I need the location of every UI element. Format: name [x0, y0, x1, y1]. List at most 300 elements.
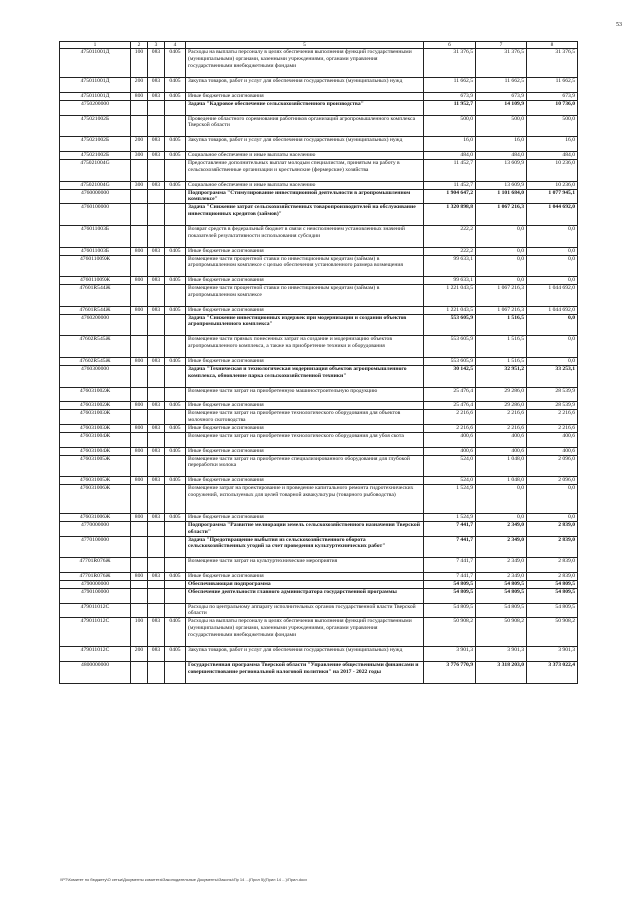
- cell-c2: [131, 387, 148, 402]
- table-row: [60, 588, 578, 603]
- cell-code: 476031004Ж: [60, 447, 131, 455]
- table-row: [60, 558, 578, 573]
- cell-v6: 30 142,5: [424, 366, 476, 388]
- cell-v6: 400,6: [424, 433, 476, 448]
- cell-c4: [165, 115, 186, 137]
- cell-desc: Возмещение части затрат на культуртехнические мероприятия: [186, 558, 424, 573]
- cell-v8: 10 236,0: [527, 181, 578, 189]
- cell-code: 4790100000: [60, 588, 131, 603]
- cell-code: 47602R545Ж: [60, 358, 131, 366]
- cell-desc: Возмещение части затрат на приобретение технологического оборудования для объектов молочного скотоводства: [186, 410, 424, 425]
- cell-c2: [131, 455, 148, 477]
- table-row: [60, 181, 578, 189]
- cell-c2: [131, 204, 148, 226]
- table-row: [60, 477, 578, 485]
- cell-desc: Закупка товаров, работ и услуг для обеспечения государственных (муниципальных) нужд: [186, 78, 424, 93]
- cell-c2: [131, 226, 148, 248]
- cell-v6: 11 952,7: [424, 100, 476, 115]
- cell-v6: 553 605,9: [424, 336, 476, 358]
- cell-desc: Социальное обеспечение и иные выплаты населению: [186, 181, 424, 189]
- cell-v6: 400,6: [424, 447, 476, 455]
- cell-v6: 7 441,7: [424, 521, 476, 536]
- cell-c3: 083: [148, 92, 165, 100]
- cell-code: 475021002Б: [60, 152, 131, 160]
- cell-code: 479011012С: [60, 618, 131, 647]
- cell-c2: [131, 521, 148, 536]
- cell-v8: 3 901,3: [527, 647, 578, 662]
- cell-code: 4760000000: [60, 189, 131, 204]
- col-header: 3: [148, 42, 165, 49]
- cell-v7: 2 349,0: [476, 573, 527, 581]
- cell-v6: 31 376,5: [424, 49, 476, 78]
- cell-v6: 524,0: [424, 455, 476, 477]
- cell-v7: 1 516,5: [476, 336, 527, 358]
- cell-c3: 083: [148, 618, 165, 647]
- cell-v7: 54 809,5: [476, 580, 527, 588]
- cell-v7: 1 067 216,3: [476, 285, 527, 307]
- cell-c4: 0405: [165, 181, 186, 189]
- cell-code: 476031005Ж: [60, 477, 131, 485]
- cell-desc: Возмещение затрат на проектирование и проведение капитального ремонта гидротехнических сооружений, используемых для целей товарной аквакультуры (товарного рыбоводства): [186, 485, 424, 514]
- cell-c2: 300: [131, 152, 148, 160]
- cell-c4: [165, 159, 186, 181]
- cell-v6: 524,0: [424, 477, 476, 485]
- cell-v7: 54 809,5: [476, 603, 527, 618]
- cell-code: 4750200000: [60, 100, 131, 115]
- cell-c2: 800: [131, 92, 148, 100]
- cell-v7: 3 901,3: [476, 647, 527, 662]
- cell-v6: 11 452,7: [424, 159, 476, 181]
- cell-c2: [131, 580, 148, 588]
- cell-c3: [148, 410, 165, 425]
- cell-c4: [165, 588, 186, 603]
- table-row: [60, 226, 578, 248]
- cell-v7: 484,0: [476, 152, 527, 160]
- cell-c4: [165, 661, 186, 683]
- cell-code: 475011001Д: [60, 49, 131, 78]
- cell-c4: 0405: [165, 513, 186, 521]
- cell-v7: 32 951,2: [476, 366, 527, 388]
- cell-code: 476031006Ж: [60, 513, 131, 521]
- col-header: 4: [165, 42, 186, 49]
- cell-c2: [131, 536, 148, 558]
- cell-v8: 400,6: [527, 433, 578, 448]
- cell-c4: [165, 433, 186, 448]
- cell-v8: 500,0: [527, 115, 578, 137]
- cell-v8: 54 809,5: [527, 588, 578, 603]
- table-row: [60, 189, 578, 204]
- cell-c4: [165, 580, 186, 588]
- cell-c2: 800: [131, 513, 148, 521]
- cell-c3: [148, 336, 165, 358]
- cell-v8: 54 809,5: [527, 603, 578, 618]
- cell-c2: 800: [131, 358, 148, 366]
- cell-c3: [148, 204, 165, 226]
- cell-c3: [148, 580, 165, 588]
- cell-v7: 2 349,0: [476, 521, 527, 536]
- cell-v8: 2 839,0: [527, 536, 578, 558]
- col-header: 1: [60, 42, 131, 49]
- cell-c3: [148, 159, 165, 181]
- cell-v8: 0,0: [527, 485, 578, 514]
- cell-desc: Иные бюджетные ассигнования: [186, 402, 424, 410]
- cell-c3: [148, 455, 165, 477]
- cell-c4: 0405: [165, 477, 186, 485]
- cell-c3: [148, 100, 165, 115]
- cell-c2: 200: [131, 78, 148, 93]
- table-row: [60, 573, 578, 581]
- cell-code: 47602R545Ж: [60, 336, 131, 358]
- cell-v7: 1 048,0: [476, 477, 527, 485]
- cell-desc: Иные бюджетные ассигнования: [186, 513, 424, 521]
- cell-desc: Задача "Снижение инвестиционных издержек при модернизации и создании объектов агропромышленного комплекса": [186, 314, 424, 336]
- cell-desc: Подпрограмма "Развитие мелиорации земель сельскохозяйственного назначения Тверской области": [186, 521, 424, 536]
- cell-c4: [165, 536, 186, 558]
- cell-v8: 1 044 692,0: [527, 204, 578, 226]
- cell-v8: 400,6: [527, 447, 578, 455]
- cell-v6: 553 605,9: [424, 358, 476, 366]
- cell-desc: Иные бюджетные ассигнования: [186, 306, 424, 314]
- cell-c3: 083: [148, 447, 165, 455]
- cell-desc: Государственная программа Тверской области "Управление общественными финансами и совершенствование региональной налоговой политики" на 2017 - 2022 годы: [186, 661, 424, 683]
- cell-c4: [165, 521, 186, 536]
- cell-v6: 553 605,9: [424, 314, 476, 336]
- cell-desc: Иные бюджетные ассигнования: [186, 447, 424, 455]
- cell-v7: 29 286,0: [476, 387, 527, 402]
- cell-desc: Иные бюджетные ассигнования: [186, 358, 424, 366]
- cell-c4: 0405: [165, 277, 186, 285]
- cell-v8: 0,0: [527, 314, 578, 336]
- cell-v7: 1 067 216,3: [476, 306, 527, 314]
- cell-code: 476011003Б: [60, 226, 131, 248]
- cell-desc: Возврат средств в федеральный бюджет в связи с неисполнением установленных значений показателей результативности использования субсидии: [186, 226, 424, 248]
- cell-c2: [131, 410, 148, 425]
- cell-c4: 0405: [165, 137, 186, 152]
- cell-desc: Задача "Техническая и технологическая модернизация объектов агропромышленного комплекса, обновление парка сельскохозяйственной техники": [186, 366, 424, 388]
- cell-v8: 0,0: [527, 226, 578, 248]
- cell-v8: 28 539,9: [527, 402, 578, 410]
- cell-code: 475021004G: [60, 159, 131, 181]
- cell-c3: 083: [148, 425, 165, 433]
- cell-c4: [165, 255, 186, 277]
- cell-v7: 500,0: [476, 115, 527, 137]
- cell-v6: 25 476,4: [424, 402, 476, 410]
- cell-c2: [131, 433, 148, 448]
- cell-v7: 1 048,0: [476, 455, 527, 477]
- cell-c2: [131, 558, 148, 573]
- cell-code: 475011001Д: [60, 92, 131, 100]
- cell-desc: Возмещение части затрат на приобретение специализированного оборудования для глубокой переработки молока: [186, 455, 424, 477]
- table-row: [60, 159, 578, 181]
- cell-c3: 083: [148, 181, 165, 189]
- cell-code: 4760100000: [60, 204, 131, 226]
- cell-c2: 300: [131, 181, 148, 189]
- cell-c3: 083: [148, 477, 165, 485]
- cell-code: 476011009Ж: [60, 255, 131, 277]
- cell-desc: Предоставление дополнительных выплат молодым специалистам, принятым на работу в сельскохозяйственные организации и крестьянские (фермерские) хозяйства: [186, 159, 424, 181]
- cell-v8: 16,0: [527, 137, 578, 152]
- cell-c2: [131, 100, 148, 115]
- cell-c4: [165, 558, 186, 573]
- cell-code: 476031004Ж: [60, 433, 131, 448]
- cell-desc: Задача "Кадровое обеспечение сельскохозяйственного производства": [186, 100, 424, 115]
- cell-v8: 673,9: [527, 92, 578, 100]
- cell-code: 476011003Б: [60, 247, 131, 255]
- cell-v8: 2 839,0: [527, 521, 578, 536]
- cell-v7: 0,0: [476, 513, 527, 521]
- cell-c2: 100: [131, 49, 148, 78]
- cell-desc: Закупка товаров, работ и услуг для обеспечения государственных (муниципальных) нужд: [186, 137, 424, 152]
- cell-c4: 0405: [165, 618, 186, 647]
- cell-c4: 0405: [165, 152, 186, 160]
- table-row: [60, 100, 578, 115]
- cell-desc: Возмещение части прямых понесенных затрат на создание и модернизацию объектов агропромышленного комплекса, а также на приобретение техники и оборудования: [186, 336, 424, 358]
- cell-code: 47601R544Ж: [60, 306, 131, 314]
- table-row: [60, 277, 578, 285]
- cell-desc: Возмещение части процентной ставки по инвестиционным кредитам (займам) в агропромышленном комплексе: [186, 285, 424, 307]
- cell-desc: Задача "Предотвращение выбытия из сельскохозяйственного оборота сельскохозяйственных угодий за счет проведения культуртехнических работ": [186, 536, 424, 558]
- cell-v7: 16,0: [476, 137, 527, 152]
- cell-v8: 0,0: [527, 513, 578, 521]
- table-body: [60, 49, 578, 683]
- table-row: [60, 661, 578, 683]
- table-row: [60, 402, 578, 410]
- cell-c3: [148, 603, 165, 618]
- cell-c3: [148, 387, 165, 402]
- cell-c4: 0405: [165, 78, 186, 93]
- cell-v6: 25 476,4: [424, 387, 476, 402]
- cell-v7: 13 609,9: [476, 181, 527, 189]
- cell-v8: 0,0: [527, 247, 578, 255]
- cell-c3: 083: [148, 247, 165, 255]
- cell-v7: 54 809,5: [476, 588, 527, 603]
- cell-c3: 083: [148, 358, 165, 366]
- cell-c2: [131, 366, 148, 388]
- cell-c2: 200: [131, 137, 148, 152]
- cell-code: 47701R076Ж: [60, 573, 131, 581]
- cell-c2: 800: [131, 477, 148, 485]
- cell-c3: [148, 285, 165, 307]
- table-row: [60, 387, 578, 402]
- cell-code: 476031005Ж: [60, 455, 131, 477]
- table-row: [60, 618, 578, 647]
- header-row: [60, 42, 578, 49]
- table-row: [60, 49, 578, 78]
- table-row: [60, 247, 578, 255]
- cell-v6: 99 633,1: [424, 255, 476, 277]
- cell-desc: Расходы по центральному аппарату исполнительных органов государственной власти Тверской области: [186, 603, 424, 618]
- cell-v8: 0,0: [527, 336, 578, 358]
- table-row: [60, 366, 578, 388]
- table-row: [60, 433, 578, 448]
- cell-c3: 083: [148, 306, 165, 314]
- cell-v6: 1 221 043,5: [424, 285, 476, 307]
- cell-v6: 2 216,6: [424, 410, 476, 425]
- table-row: [60, 425, 578, 433]
- cell-code: 475021002Б: [60, 115, 131, 137]
- cell-code: 476031002Ж: [60, 402, 131, 410]
- cell-desc: Иные бюджетные ассигнования: [186, 92, 424, 100]
- cell-v6: 54 809,5: [424, 588, 476, 603]
- cell-code: 475011001Д: [60, 78, 131, 93]
- cell-c2: 800: [131, 447, 148, 455]
- cell-v6: 7 441,7: [424, 536, 476, 558]
- cell-code: 475021004G: [60, 181, 131, 189]
- budget-table: [59, 41, 578, 684]
- table-row: [60, 285, 578, 307]
- cell-c3: [148, 536, 165, 558]
- cell-c2: 800: [131, 425, 148, 433]
- cell-c2: [131, 603, 148, 618]
- cell-v8: 31 376,5: [527, 49, 578, 78]
- cell-v7: 2 216,6: [476, 410, 527, 425]
- cell-c3: [148, 433, 165, 448]
- cell-c4: 0405: [165, 573, 186, 581]
- cell-c2: [131, 255, 148, 277]
- cell-v7: 0,0: [476, 277, 527, 285]
- cell-v6: 11 452,7: [424, 181, 476, 189]
- cell-c2: 800: [131, 277, 148, 285]
- cell-v7: 1 067 216,3: [476, 204, 527, 226]
- cell-code: 476031002Ж: [60, 387, 131, 402]
- cell-v8: 2 216,6: [527, 425, 578, 433]
- cell-c2: [131, 588, 148, 603]
- cell-c4: 0405: [165, 358, 186, 366]
- cell-c4: 0405: [165, 49, 186, 78]
- page-number: 53: [616, 22, 622, 28]
- cell-c2: [131, 661, 148, 683]
- cell-c4: 0405: [165, 92, 186, 100]
- cell-c3: [148, 366, 165, 388]
- cell-c4: 0405: [165, 402, 186, 410]
- cell-c3: 083: [148, 137, 165, 152]
- cell-c2: 800: [131, 306, 148, 314]
- cell-v8: 1 044 692,0: [527, 306, 578, 314]
- cell-v6: 54 809,5: [424, 603, 476, 618]
- cell-v8: 1 077 945,1: [527, 189, 578, 204]
- table-row: [60, 115, 578, 137]
- table-row: [60, 521, 578, 536]
- cell-v6: 500,0: [424, 115, 476, 137]
- cell-c3: 083: [148, 647, 165, 662]
- cell-v8: 11 662,5: [527, 78, 578, 93]
- cell-c4: [165, 410, 186, 425]
- cell-c3: [148, 314, 165, 336]
- cell-c2: 800: [131, 573, 148, 581]
- cell-desc: Закупка товаров, работ и услуг для обеспечения государственных (муниципальных) нужд: [186, 647, 424, 662]
- cell-v6: 1 904 647,2: [424, 189, 476, 204]
- footer-path: \\PT\Комитет по бюджету\О сетьи\Документы комитета\Законодательные Документы\Законы\Пр 14 ...(Прил 5)(Прил 14 ...)\Прил.docx: [60, 877, 308, 882]
- cell-c3: [148, 558, 165, 573]
- cell-v7: 1 516,5: [476, 314, 527, 336]
- col-header: 8: [527, 42, 578, 49]
- table-row: [60, 580, 578, 588]
- cell-c4: [165, 285, 186, 307]
- cell-v8: 2 096,0: [527, 455, 578, 477]
- cell-v7: 0,0: [476, 226, 527, 248]
- cell-c3: [148, 189, 165, 204]
- table-row: [60, 255, 578, 277]
- table-row: [60, 336, 578, 358]
- cell-c4: [165, 336, 186, 358]
- cell-desc: Иные бюджетные ассигнования: [186, 573, 424, 581]
- cell-c3: 083: [148, 277, 165, 285]
- cell-v6: 1 320 898,8: [424, 204, 476, 226]
- cell-v6: 1 524,9: [424, 485, 476, 514]
- cell-desc: Расходы на выплаты персоналу в целях обеспечения выполнения функций государственными (муниципальными) органами, казенными учреждениями, органами управления государственными внебюджетными фондами: [186, 49, 424, 78]
- cell-desc: Иные бюджетные ассигнования: [186, 425, 424, 433]
- cell-code: 476031006Ж: [60, 485, 131, 514]
- cell-desc: Возмещение части процентной ставки по инвестиционным кредитам (займам) в агропромышленном комплексе с целью обеспечения установленного размера возмещения: [186, 255, 424, 277]
- cell-v8: 2 839,0: [527, 558, 578, 573]
- cell-c2: [131, 485, 148, 514]
- cell-v7: 50 908,2: [476, 618, 527, 647]
- cell-v7: 0,0: [476, 247, 527, 255]
- cell-v8: 2 839,0: [527, 573, 578, 581]
- cell-v8: 10 736,0: [527, 100, 578, 115]
- cell-v7: 1 101 684,0: [476, 189, 527, 204]
- cell-code: 4770100000: [60, 536, 131, 558]
- cell-c4: [165, 603, 186, 618]
- cell-v6: 11 662,5: [424, 78, 476, 93]
- cell-code: 4760200000: [60, 314, 131, 336]
- cell-code: 4800000000: [60, 661, 131, 683]
- cell-v6: 54 809,5: [424, 580, 476, 588]
- cell-v6: 7 441,7: [424, 573, 476, 581]
- cell-v7: 1 516,5: [476, 358, 527, 366]
- cell-c4: [165, 226, 186, 248]
- cell-code: 476031003Ж: [60, 425, 131, 433]
- cell-v6: 484,0: [424, 152, 476, 160]
- cell-v7: 31 376,5: [476, 49, 527, 78]
- cell-c3: [148, 588, 165, 603]
- col-header: 6: [424, 42, 476, 49]
- cell-v8: 28 539,9: [527, 387, 578, 402]
- cell-v8: 0,0: [527, 255, 578, 277]
- cell-v7: 2 349,0: [476, 558, 527, 573]
- cell-c4: [165, 455, 186, 477]
- table-row: [60, 92, 578, 100]
- table-row: [60, 536, 578, 558]
- cell-c4: [165, 189, 186, 204]
- cell-v7: 400,6: [476, 447, 527, 455]
- cell-v7: 2 216,6: [476, 425, 527, 433]
- cell-v8: 33 253,1: [527, 366, 578, 388]
- cell-c2: 800: [131, 402, 148, 410]
- cell-v6: 3 776 770,9: [424, 661, 476, 683]
- cell-desc: Иные бюджетные ассигнования: [186, 477, 424, 485]
- cell-c4: [165, 485, 186, 514]
- cell-c2: [131, 314, 148, 336]
- cell-c2: 100: [131, 618, 148, 647]
- cell-c3: [148, 255, 165, 277]
- cell-c3: 083: [148, 402, 165, 410]
- cell-desc: Обеспечение деятельности главного администратора государственной программы: [186, 588, 424, 603]
- cell-c3: [148, 521, 165, 536]
- cell-v6: 1 221 043,5: [424, 306, 476, 314]
- cell-desc: Проведение областного соревнования работников организаций агропромышленного комплекса Тверской области: [186, 115, 424, 137]
- cell-c3: 083: [148, 573, 165, 581]
- cell-c3: 083: [148, 152, 165, 160]
- cell-c4: [165, 204, 186, 226]
- cell-c2: [131, 159, 148, 181]
- cell-c2: [131, 285, 148, 307]
- cell-c3: 083: [148, 78, 165, 93]
- cell-v6: 222,2: [424, 226, 476, 248]
- cell-desc: Возмещение части затрат на приобретение технологического оборудования для убоя скота: [186, 433, 424, 448]
- cell-v6: 7 441,7: [424, 558, 476, 573]
- cell-v7: 13 609,9: [476, 159, 527, 181]
